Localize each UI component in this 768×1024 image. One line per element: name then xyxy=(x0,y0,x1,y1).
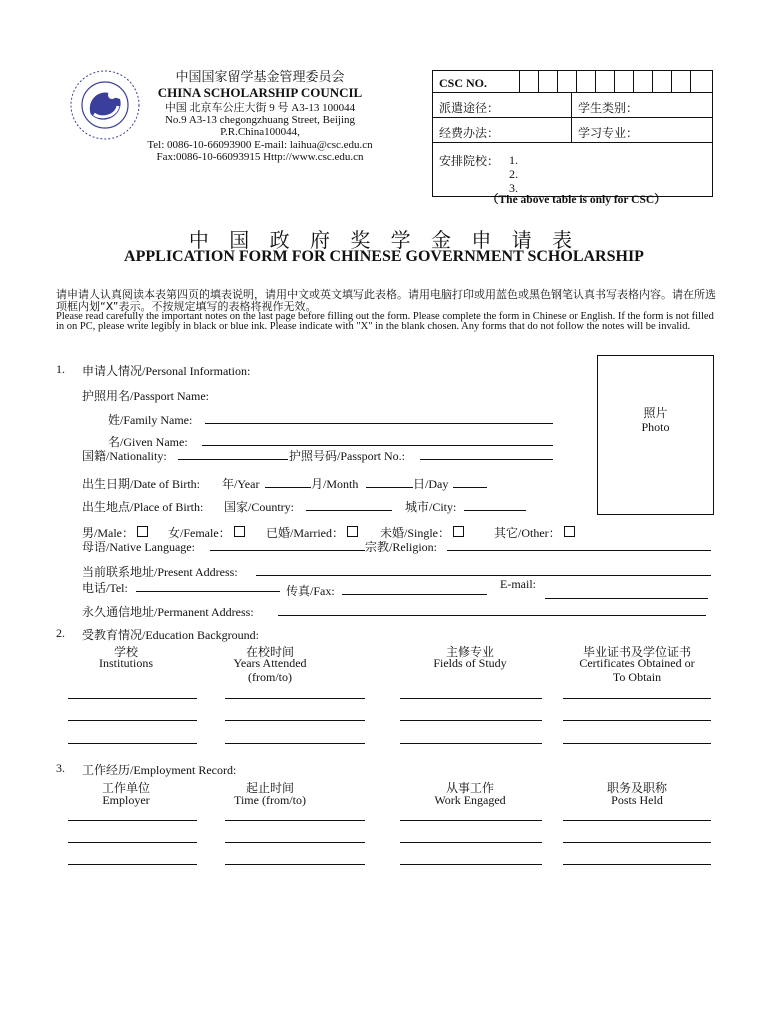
address-en-line1: No.9 A3-13 chegongzhuang Street, Beijing xyxy=(164,114,356,126)
placement-label: 安排院校： xyxy=(439,154,500,168)
passport-name-label: 护照用名/Passport Name: xyxy=(82,389,209,403)
religion-label: 宗教/Religion: xyxy=(365,540,438,554)
permanent-address-field[interactable] xyxy=(278,615,706,616)
contact-fax-web: Fax:0086-10-66093915 Http://www.csc.edu.cn xyxy=(156,151,364,163)
emp-row2-work-field[interactable] xyxy=(400,842,542,843)
org-name-en: CHINA SCHOLARSHIP COUNCIL xyxy=(157,85,363,100)
permanent-address-label: 永久通信地址/Permanent Address: xyxy=(82,605,254,619)
contact-tel-email: Tel: 0086-10-66093900 E-mail: laihua@csc.edu.cn xyxy=(147,139,373,151)
emp-row1-post-field[interactable] xyxy=(563,820,711,821)
dob-day-field[interactable] xyxy=(453,487,487,488)
married-option[interactable] xyxy=(266,524,358,541)
instructions-cn: 请申请人认真阅读本表第四页的填表说明，请用中文或英文填写此表格。请用电脑打印或用蓝色或黑色钢笔认真书写表格内容。请在所选项框内划“X”表示。不按规定填写的表格将视作无效。 xyxy=(56,288,716,313)
section3-title: 工作经历/Employment Record: xyxy=(82,763,237,777)
edu-col-fields-en: Fields of Study xyxy=(433,656,507,670)
section3-number: 3. xyxy=(56,761,65,775)
emp-row3-employer-field[interactable] xyxy=(68,864,197,865)
married-label: 已婚/Married： xyxy=(266,526,344,540)
edu-col-certificates-cn: 毕业证书及学位证书 xyxy=(582,645,691,659)
placement-item-2: 2. xyxy=(509,167,518,181)
major-label: 学习专业： xyxy=(578,126,639,140)
edu-row3-institution-field[interactable] xyxy=(68,743,197,744)
edu-row2-certificate-field[interactable] xyxy=(563,720,711,721)
fax-field[interactable] xyxy=(342,594,487,595)
edu-row3-field-field[interactable] xyxy=(400,743,542,744)
csc-no-label: CSC NO. xyxy=(439,76,488,90)
address-cn: 中国 北京车公庄大街 9 号 A3-13 100044 xyxy=(164,102,356,114)
org-name-cn: 中国国家留学基金管理委员会 xyxy=(175,70,345,85)
section2-title: 受教育情况/Education Background: xyxy=(82,628,259,642)
edu-row1-field-field[interactable] xyxy=(400,698,542,699)
fax-label: 传真/Fax: xyxy=(286,584,335,598)
other-label: 其它/Other： xyxy=(494,526,561,540)
native-language-field[interactable] xyxy=(210,550,365,551)
emp-row1-time-field[interactable] xyxy=(225,820,365,821)
address-en-line2: P.R.China100044, xyxy=(220,126,300,138)
tel-label: 电话/Tel: xyxy=(82,581,128,595)
passport-no-field[interactable] xyxy=(420,459,553,460)
passport-no-label: 护照号码/Passport No.: xyxy=(289,449,406,463)
given-name-label: 名/Given Name: xyxy=(108,435,188,449)
male-checkbox[interactable] xyxy=(137,526,148,537)
emp-row1-work-field[interactable] xyxy=(400,820,542,821)
nationality-field[interactable] xyxy=(178,459,288,460)
placement-item-1: 1. xyxy=(509,153,518,167)
funding-method-label: 经费办法： xyxy=(439,126,500,140)
emp-col-posts-en: Posts Held xyxy=(611,793,663,807)
form-title-en: APPLICATION FORM FOR CHINESE GOVERNMENT SCHOLARSHIP xyxy=(124,248,644,265)
family-name-label: 姓/Family Name: xyxy=(108,413,193,427)
edu-row3-years-field[interactable] xyxy=(225,743,365,744)
other-option[interactable] xyxy=(494,524,575,541)
edu-col-certificates-en2: To Obtain xyxy=(612,670,662,684)
emp-row3-post-field[interactable] xyxy=(563,864,711,865)
emp-col-employer-cn: 工作单位 xyxy=(101,781,150,795)
dob-label: 出生日期/Date of Birth: xyxy=(82,477,200,491)
edu-col-institutions-en: Institutions xyxy=(98,656,153,670)
pob-city-field[interactable] xyxy=(464,510,526,511)
edu-col-years-cn: 在校时间 xyxy=(245,645,294,659)
male-label: 男/Male： xyxy=(82,526,134,540)
present-address-label: 当前联系地址/Present Address: xyxy=(82,565,238,579)
emp-col-work-cn: 从事工作 xyxy=(445,781,494,795)
pob-label: 出生地点/Place of Birth: xyxy=(82,500,204,514)
section1-number: 1. xyxy=(56,362,65,376)
student-category-label: 学生类别： xyxy=(578,101,639,115)
emp-col-posts-cn: 职务及职称 xyxy=(606,781,667,795)
single-label: 未婚/Single： xyxy=(380,526,451,540)
section1-title: 申请人情况/Personal Information: xyxy=(82,364,251,378)
edu-col-years-en: Years Attended xyxy=(233,656,307,670)
female-checkbox[interactable] xyxy=(234,526,245,537)
edu-row2-institution-field[interactable] xyxy=(68,720,197,721)
edu-col-institutions-cn: 学校 xyxy=(113,645,138,659)
instructions-en: Please read carefully the important notes on the last page before filling out the form. Please complete the form in Chinese or English. If the form is not filled in on PC, please write legibly in black or blue ink. Please indicate with "X" in the blank chosen. Any forms that do not follow the notes will be invalid. xyxy=(56,311,714,332)
edu-row1-institution-field[interactable] xyxy=(68,698,197,699)
emp-row3-time-field[interactable] xyxy=(225,864,365,865)
edu-row1-certificate-field[interactable] xyxy=(563,698,711,699)
photo-box[interactable] xyxy=(597,355,714,515)
form-title-cn: 中 国 政 府 奖 学 金 申 请 表 xyxy=(188,228,580,252)
edu-row2-years-field[interactable] xyxy=(225,720,365,721)
other-checkbox[interactable] xyxy=(564,526,575,537)
given-name-field[interactable] xyxy=(202,445,553,446)
religion-field[interactable] xyxy=(447,550,711,551)
dispatch-route-label: 派遣途径： xyxy=(439,101,500,115)
edu-col-certificates-en: Certificates Obtained or xyxy=(579,656,695,670)
pob-city-label: 城市/City: xyxy=(405,500,457,514)
edu-row3-certificate-field[interactable] xyxy=(563,743,711,744)
emp-col-time-en: Time (from/to) xyxy=(234,793,306,807)
email-field[interactable] xyxy=(545,598,708,599)
edu-row2-field-field[interactable] xyxy=(400,720,542,721)
dob-month-label: 月/Month xyxy=(311,477,359,491)
placement-item-3: 3. xyxy=(509,181,518,195)
section2-number: 2. xyxy=(56,626,65,640)
dob-year-label: 年/Year xyxy=(222,477,260,491)
emp-row2-time-field[interactable] xyxy=(225,842,365,843)
emp-col-employer-en: Employer xyxy=(102,793,150,807)
female-label: 女/Female： xyxy=(168,526,231,540)
emp-row3-work-field[interactable] xyxy=(400,864,542,865)
emp-col-work-en: Work Engaged xyxy=(434,793,506,807)
edu-col-fields-cn: 主修专业 xyxy=(445,645,494,659)
edu-row1-years-field[interactable] xyxy=(225,698,365,699)
csc-table-note: （The above table is only for CSC） xyxy=(487,194,666,206)
emp-row2-employer-field[interactable] xyxy=(68,842,197,843)
pob-country-field[interactable] xyxy=(306,510,392,511)
edu-col-years-en2: (from/to) xyxy=(248,670,292,684)
present-address-field[interactable] xyxy=(256,575,711,576)
dob-year-field[interactable] xyxy=(265,487,311,488)
emp-row2-post-field[interactable] xyxy=(563,842,711,843)
emp-row1-employer-field[interactable] xyxy=(68,820,197,821)
dob-month-field[interactable] xyxy=(366,487,413,488)
photo-label-cn: 照片 xyxy=(643,406,668,420)
native-language-label: 母语/Native Language: xyxy=(82,540,195,554)
family-name-field[interactable] xyxy=(205,423,553,424)
photo-label-en: Photo xyxy=(641,420,670,434)
email-label: E-mail: xyxy=(500,577,536,591)
emp-col-time-cn: 起止时间 xyxy=(245,781,294,795)
single-checkbox[interactable] xyxy=(453,526,464,537)
csc-emblem-logo xyxy=(68,68,142,142)
married-checkbox[interactable] xyxy=(347,526,358,537)
nationality-label: 国籍/Nationality: xyxy=(82,449,167,463)
tel-field[interactable] xyxy=(136,591,280,592)
dob-day-label: 日/Day xyxy=(413,477,449,491)
csc-office-table xyxy=(432,70,713,197)
pob-country-label: 国家/Country: xyxy=(224,500,295,514)
